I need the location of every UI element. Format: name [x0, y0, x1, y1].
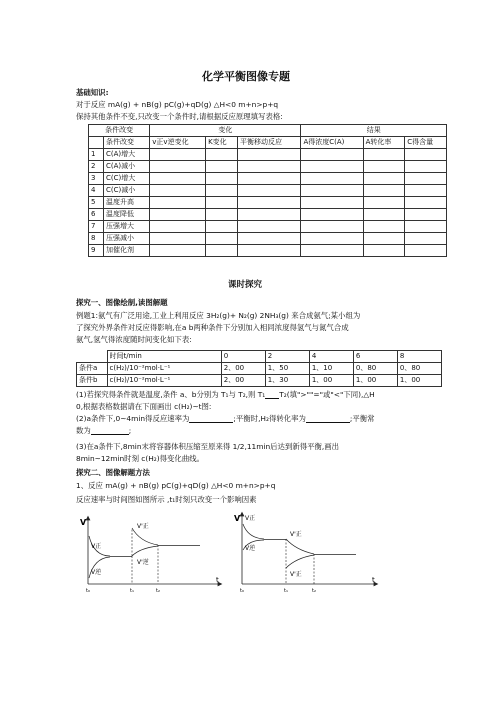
label-v-forward-new: V'正	[137, 523, 149, 530]
answer-cell[interactable]	[237, 197, 301, 209]
q2-text-b: ;平衡时,H₂得转化率为	[233, 414, 306, 423]
table-cell: 1、00	[353, 375, 397, 387]
q2-text-d: 数为	[76, 426, 91, 435]
row-condition: 加催化剂	[104, 245, 150, 257]
answer-cell[interactable]	[150, 233, 206, 245]
answer-cell[interactable]	[150, 197, 206, 209]
answer-cell[interactable]	[237, 185, 301, 197]
table-cell: 1、00	[397, 375, 441, 387]
answer-cell[interactable]	[363, 185, 405, 197]
answer-cell[interactable]	[206, 221, 238, 233]
table-row	[89, 197, 447, 209]
explore1-line3: 氨气,氢气得浓度随时间变化如下表:	[76, 335, 192, 344]
table-header: 2	[265, 351, 309, 363]
answer-cell[interactable]	[237, 173, 301, 185]
answer-cell[interactable]	[150, 161, 206, 173]
table-row	[77, 363, 442, 375]
label-v-reverse-new: V'逆	[137, 559, 149, 566]
table-cell: 0、80	[353, 363, 397, 375]
row-number: 3	[89, 173, 104, 185]
table-row	[89, 173, 447, 185]
label-v-reverse: V逆	[245, 545, 256, 552]
explore2-line1: 1、反应 mA(g) + nB(g) pC(g)+qD(g) △H<0 m+n>p+q	[76, 481, 276, 490]
answer-blank[interactable]	[189, 414, 233, 423]
row-condition: 温度降低	[104, 209, 150, 221]
answer-cell[interactable]	[301, 209, 363, 221]
question-2-cont	[76, 426, 131, 435]
v-reverse-new-curve	[286, 555, 314, 568]
answer-cell[interactable]	[405, 221, 447, 233]
row-number: 1	[89, 149, 104, 161]
table-cell: 1、50	[265, 363, 309, 375]
table-header: 时间t/min	[107, 351, 221, 363]
table-cell: c(H₂)/10⁻²mol·L⁻¹	[107, 363, 221, 375]
answer-cell[interactable]	[405, 185, 447, 197]
explore1-heading: 探究一、图像绘制,读图解题	[76, 298, 168, 307]
q2-text-c: ;平衡常	[349, 414, 375, 423]
tick-t2: t₂	[156, 588, 160, 594]
tick-t0: t₀	[86, 588, 90, 594]
table-header: 0	[221, 351, 265, 363]
answer-cell[interactable]	[301, 221, 363, 233]
q2-text-a: (2)a条件下,0~4min得反应速率为	[76, 414, 190, 423]
answer-cell[interactable]	[405, 149, 447, 161]
table-header: 8	[397, 351, 441, 363]
label-v-forward-new: V'正	[290, 531, 302, 538]
table-row	[89, 233, 447, 245]
table-row	[89, 209, 447, 221]
answer-cell[interactable]	[206, 245, 238, 257]
sub-header: 条件改变	[104, 137, 150, 149]
answer-cell[interactable]	[237, 161, 301, 173]
table-header: 6	[353, 351, 397, 363]
basics-instruction: 保持其他条件不变,只改变一个条件时,请根据反应原理填写表格:	[76, 112, 283, 121]
answer-cell[interactable]	[363, 197, 405, 209]
table-cell: 1、00	[309, 375, 353, 387]
hydrogen-table	[76, 350, 442, 387]
explore2-line2: 反应速率与时间图如图所示 ,t₁时刻只改变一个影响因素	[76, 495, 257, 504]
sub-header: K变化	[206, 137, 238, 149]
answer-cell[interactable]	[301, 173, 363, 185]
answer-cell[interactable]	[150, 185, 206, 197]
v-forward-new-curve	[132, 528, 158, 545]
answer-cell[interactable]	[237, 245, 301, 257]
rate-time-graph-right	[234, 508, 384, 594]
label-v-reverse: V逆	[91, 569, 102, 576]
conditions-table	[88, 124, 447, 257]
answer-cell[interactable]	[237, 149, 301, 161]
answer-cell[interactable]	[237, 221, 301, 233]
basics-reaction: 对于反应 mA(g) + nB(g) pC(g)+qD(g) △H<0 m+n>p+q	[76, 100, 279, 109]
row-condition: C(A)增大	[104, 149, 150, 161]
explore1-line1: 例题1:氨气有广泛用途,工业上利用反应 3H₂(g)+ N₂(g) 2NH₃(g) 来合成氨气;某小组为	[76, 311, 361, 320]
answer-cell[interactable]	[363, 233, 405, 245]
q1-text-b: T₂(填">""="或"<"下同),△H	[279, 390, 375, 399]
row-number: 2	[89, 161, 104, 173]
row-condition: C(C)增大	[104, 173, 150, 185]
v-forward-new-curve	[286, 539, 314, 554]
sub-header: A转化率	[363, 137, 405, 149]
section-title: 课时探究	[228, 280, 263, 290]
table-row	[89, 185, 447, 197]
empty-cell	[89, 137, 104, 149]
group-header-result: 结果	[301, 125, 447, 137]
answer-cell[interactable]	[301, 161, 363, 173]
answer-cell[interactable]	[363, 161, 405, 173]
answer-cell[interactable]	[363, 173, 405, 185]
q1-text-c: 0,根据表格数据请在下面画出 c(H₂)~t图:	[76, 402, 212, 411]
explore2-heading: 探究二、图像解题方法	[76, 468, 150, 477]
row-number: 6	[89, 209, 104, 221]
x-axis-label: t	[372, 576, 375, 584]
table-row	[77, 375, 442, 387]
answer-cell[interactable]	[363, 209, 405, 221]
answer-blank[interactable]	[265, 390, 279, 399]
answer-cell[interactable]	[405, 245, 447, 257]
sub-header: A得浓度C(A)	[301, 137, 363, 149]
answer-cell[interactable]	[405, 233, 447, 245]
answer-cell[interactable]	[301, 149, 363, 161]
table-cell: 1、10	[309, 363, 353, 375]
label-v-forward: V正	[91, 543, 102, 550]
answer-cell[interactable]	[237, 209, 301, 221]
table-cell: 2、00	[221, 363, 265, 375]
answer-cell[interactable]	[150, 173, 206, 185]
answer-cell[interactable]	[405, 197, 447, 209]
table-row	[89, 161, 447, 173]
q3-text-b: 8min~12min时刻 c(H₂)得变化曲线。	[76, 454, 204, 463]
x-axis-label: t	[216, 576, 219, 584]
row-number: 8	[89, 233, 104, 245]
answer-cell[interactable]	[363, 245, 405, 257]
answer-cell[interactable]	[150, 149, 206, 161]
v-reverse-new-curve	[132, 546, 158, 556]
tick-t0: t₀	[240, 588, 244, 594]
answer-cell[interactable]	[206, 197, 238, 209]
table-cell: c(H₂)/10⁻²mol·L⁻¹	[107, 375, 221, 387]
answer-cell[interactable]	[206, 209, 238, 221]
page-title: 化学平衡图像专题	[202, 70, 290, 83]
answer-cell[interactable]	[405, 209, 447, 221]
answer-cell[interactable]	[206, 173, 238, 185]
answer-blank[interactable]	[91, 426, 129, 435]
answer-cell[interactable]	[301, 245, 363, 257]
table-cell: 条件a	[77, 363, 108, 375]
tick-t2: t₂	[312, 588, 316, 594]
group-header-condition: 条件改变	[89, 125, 150, 137]
answer-blank[interactable]	[306, 414, 350, 423]
label-v-forward: V正	[245, 515, 256, 522]
answer-cell[interactable]	[301, 197, 363, 209]
table-cell: 2、00	[221, 375, 265, 387]
q3-text-a: (3)在a条件下,8min末将容器体积压缩至原来得 1/2,11min后达到新得平衡,画出	[76, 442, 340, 451]
sub-header: 平衡移动反应	[237, 137, 301, 149]
table-row	[89, 221, 447, 233]
answer-cell[interactable]	[206, 161, 238, 173]
table-row	[89, 149, 447, 161]
answer-cell[interactable]	[206, 149, 238, 161]
empty-cell	[77, 351, 108, 363]
row-number: 4	[89, 185, 104, 197]
basics-heading: 基础知识:	[76, 88, 109, 97]
row-condition: 压强增大	[104, 221, 150, 233]
sub-header: v正v逆变化	[150, 137, 206, 149]
table-header: 4	[309, 351, 353, 363]
group-header-change: 变化	[150, 125, 301, 137]
row-condition: C(A)减小	[104, 161, 150, 173]
table-cell: 条件b	[77, 375, 108, 387]
answer-cell[interactable]	[301, 233, 363, 245]
answer-cell[interactable]	[405, 161, 447, 173]
answer-cell[interactable]	[363, 149, 405, 161]
row-number: 5	[89, 197, 104, 209]
answer-cell[interactable]	[405, 173, 447, 185]
answer-cell[interactable]	[150, 245, 206, 257]
question-2	[76, 414, 375, 423]
sub-header: C得含量	[405, 137, 447, 149]
q2-text-e: ;	[128, 426, 132, 435]
table-cell: 0、80	[397, 363, 441, 375]
answer-cell[interactable]	[206, 233, 238, 245]
row-condition: 压强减小	[104, 233, 150, 245]
tick-t1: t₁	[284, 588, 288, 594]
question-1	[76, 390, 375, 399]
y-axis-label: V	[234, 514, 241, 523]
y-axis-label: V	[80, 518, 87, 527]
answer-cell[interactable]	[301, 185, 363, 197]
explore1-line2: 了探究外界条件对反应得影响,在a b两种条件下分别加入相同浓度得氢气与氮气合成	[76, 323, 349, 332]
rate-time-graph-left	[80, 512, 228, 594]
answer-cell[interactable]	[363, 221, 405, 233]
row-number: 7	[89, 221, 104, 233]
q1-text-a: (1)若探究得条件就是温度,条件 a、b分别为 T₁与 T₂,则 T₁	[76, 390, 266, 399]
answer-cell[interactable]	[150, 209, 206, 221]
v-forward-curve	[243, 524, 264, 539]
row-number: 9	[89, 245, 104, 257]
answer-cell[interactable]	[206, 185, 238, 197]
row-condition: 温度升高	[104, 197, 150, 209]
answer-cell[interactable]	[150, 221, 206, 233]
answer-cell[interactable]	[237, 233, 301, 245]
label-v-reverse-new: V'正	[290, 571, 302, 578]
tick-t1: t₁	[130, 588, 134, 594]
table-row	[89, 245, 447, 257]
row-condition: C(C)减小	[104, 185, 150, 197]
table-cell: 1、30	[265, 375, 309, 387]
